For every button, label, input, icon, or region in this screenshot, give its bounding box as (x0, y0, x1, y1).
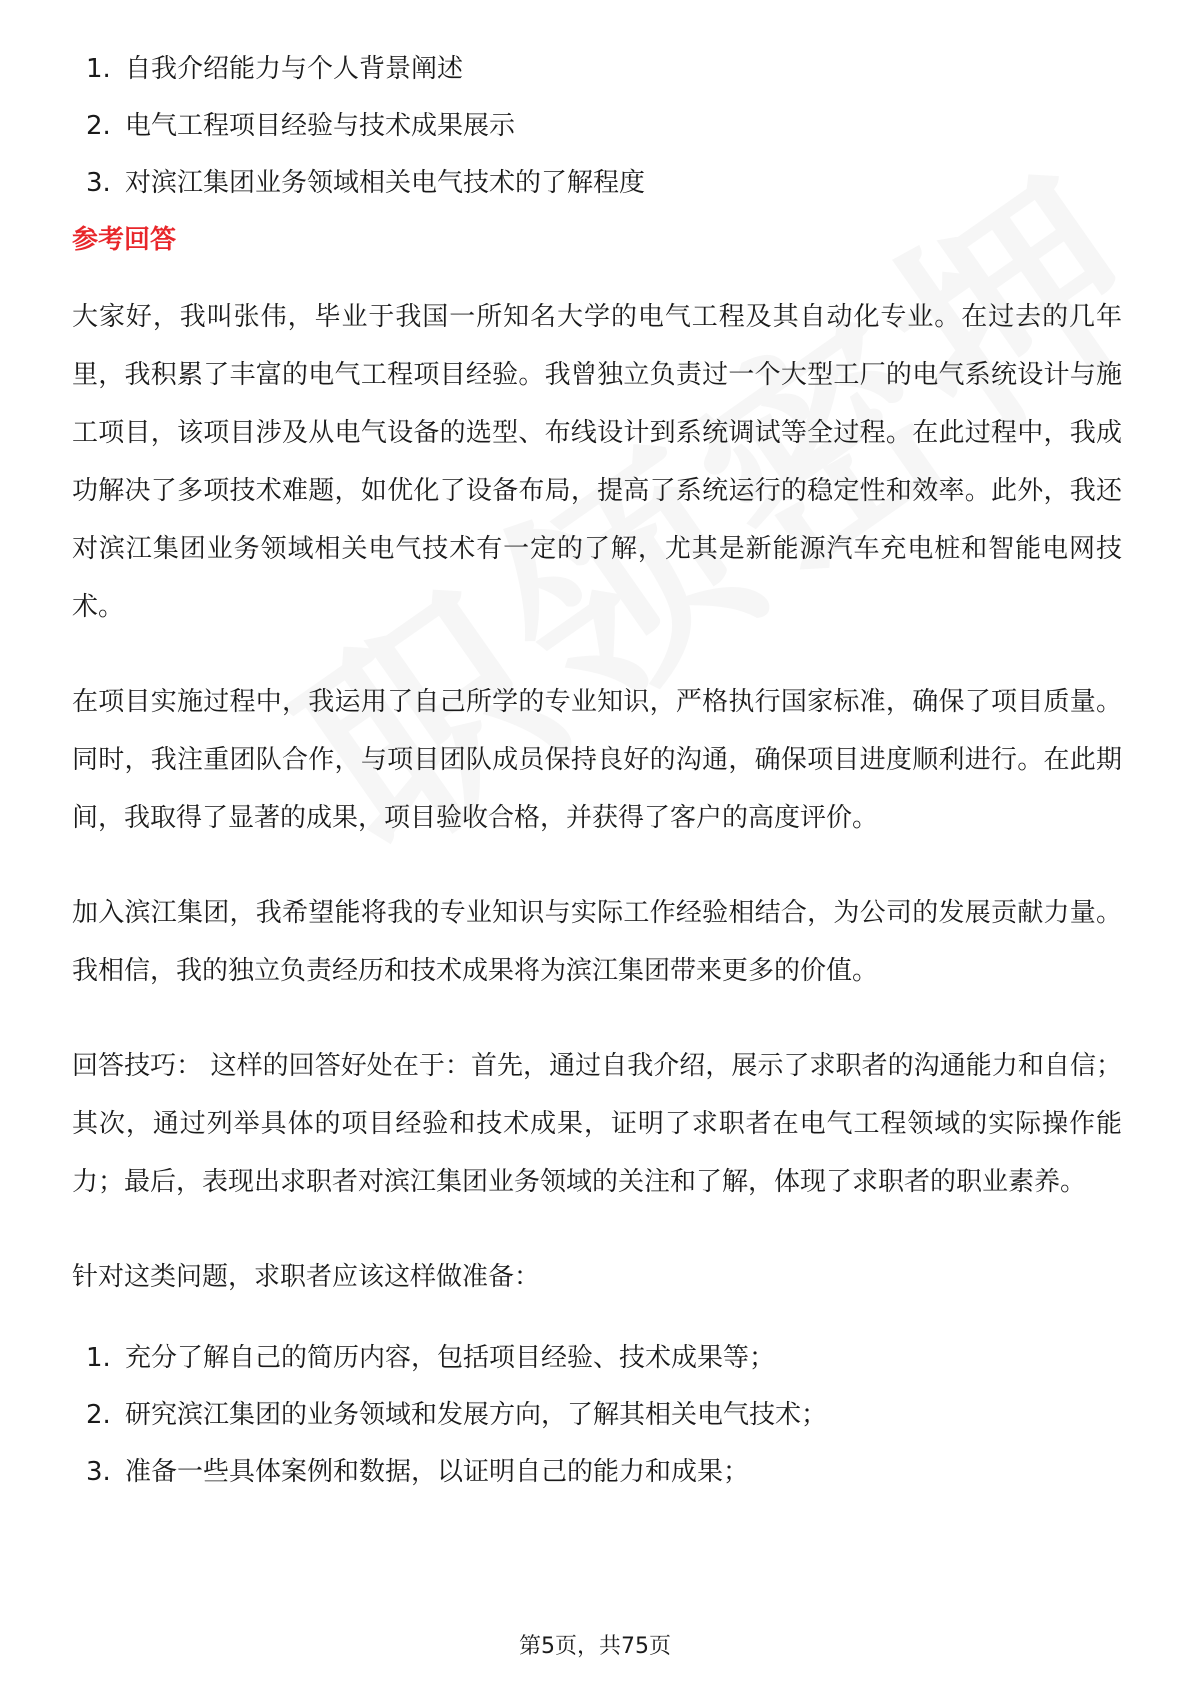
list-number: 1. (86, 54, 111, 84)
preparation-intro: 针对这类问题，求职者应该这样做准备： (72, 1262, 541, 1292)
answer-paragraph: 加入滨江集团，我希望能将我的专业知识与实际工作经验相结合，为公司的发展贡献力量。我相信，我的独立负责经历和技术成果将为滨江集团带来更多的价值。 (72, 898, 1122, 986)
list-number: 3. (86, 1457, 111, 1487)
focus-list (72, 54, 1122, 198)
list-number: 1. (86, 1343, 111, 1373)
answer-paragraph: 大家好，我叫张伟，毕业于我国一所知名大学的电气工程及其自动化专业。在过去的几年里，我积累了丰富的电气工程项目经验。我曾独立负责过一个大型工厂的电气系统设计与施工项目，该项目涉及从电气设备的选型、布线设计到系统调试等全过程。在此过程中，我成功解决了多项技术难题，如优化了设备布局，提高了系统运行的稳定性和效率。此外，我还对滨江集团业务领域相关电气技术有一定的了解，尤其是新能源汽车充电桩和智能电网技术。 (72, 302, 1122, 622)
list-text: 充分了解自己的简历内容，包括项目经验、技术成果等； (125, 1343, 776, 1373)
list-item (72, 111, 1122, 141)
list-text: 研究滨江集团的业务领域和发展方向，了解其相关电气技术； (125, 1400, 828, 1430)
list-item (72, 1343, 1122, 1373)
list-text: 准备一些具体案例和数据，以证明自己的能力和成果； (125, 1457, 750, 1487)
tips-paragraph: 回答技巧： 这样的回答好处在于：首先，通过自我介绍，展示了求职者的沟通能力和自信；其次，通过列举具体的项目经验和技术成果，证明了求职者在电气工程领域的实际操作能力；最后，表现出求职者对滨江集团业务领域的关注和了解，体现了求职者的职业素养。 (72, 1051, 1122, 1197)
answer-paragraph: 在项目实施过程中，我运用了自己所学的专业知识，严格执行国家标准，确保了项目质量。同时，我注重团队合作，与项目团队成员保持良好的沟通，确保项目进度顺利进行。在此期间，我取得了显著的成果，项目验收合格，并获得了客户的高度评价。 (72, 687, 1122, 833)
list-number: 2. (86, 111, 111, 141)
list-number: 3. (86, 168, 111, 198)
list-item (72, 54, 1122, 84)
answer-heading: 参考回答 (72, 225, 177, 255)
list-text: 对滨江集团业务领域相关电气技术的了解程度 (125, 168, 646, 198)
list-item (72, 1457, 1122, 1487)
list-item (72, 168, 1122, 198)
list-number: 2. (86, 1400, 111, 1430)
list-item (72, 1400, 1122, 1430)
page-footer: 第5页，共75页 (519, 1634, 671, 1659)
list-text: 电气工程项目经验与技术成果展示 (125, 111, 516, 141)
list-text: 自我介绍能力与个人背景阐述 (125, 54, 464, 84)
page-content (72, 54, 1122, 1514)
preparation-list (72, 1343, 1122, 1487)
